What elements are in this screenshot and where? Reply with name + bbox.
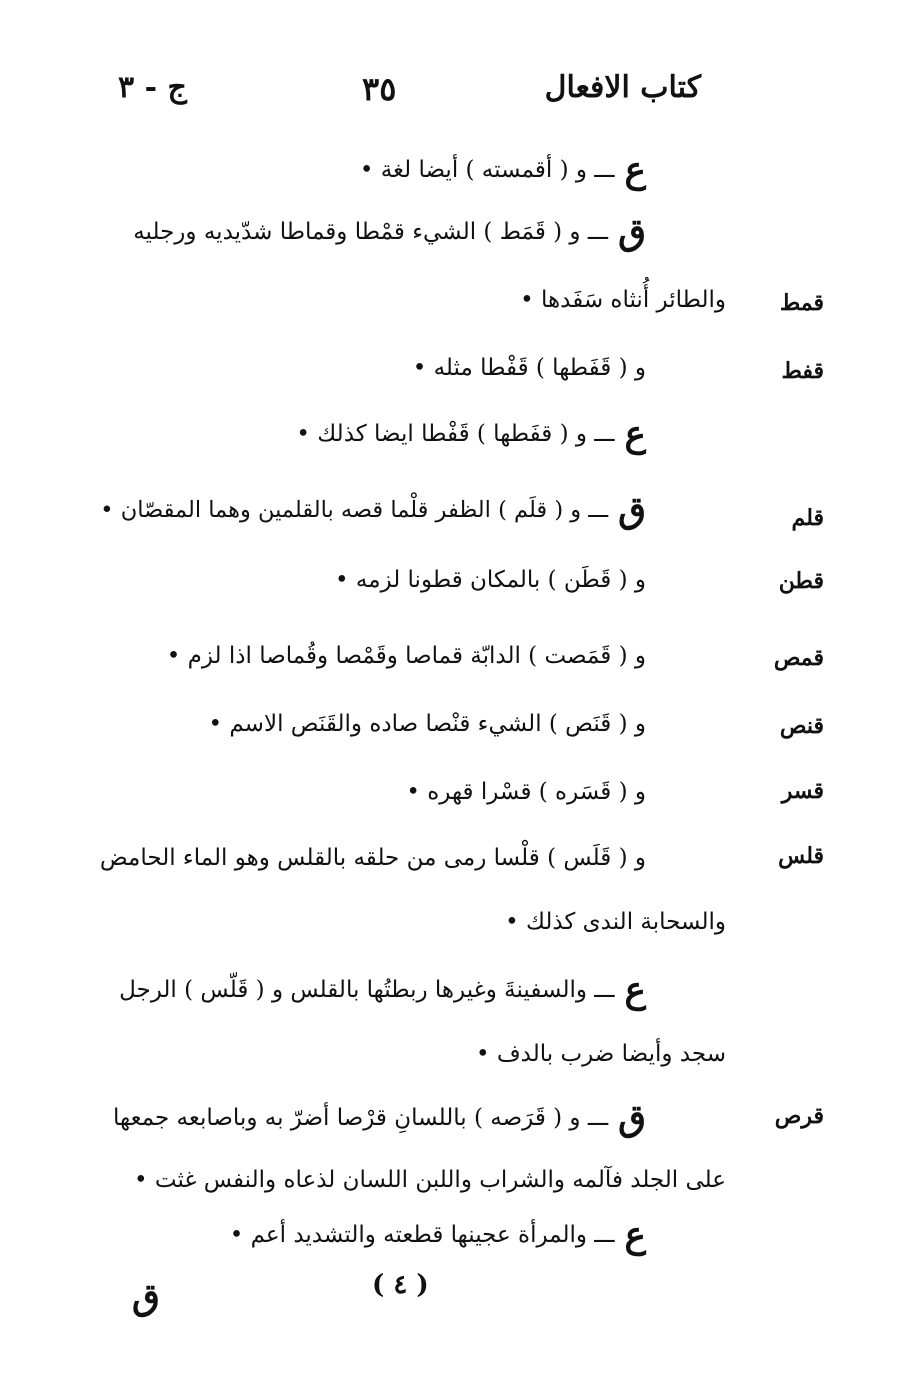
signature-mark: ق <box>132 1276 160 1318</box>
text-line <box>413 348 646 388</box>
text-line <box>133 212 646 252</box>
entry-text: والسحابة الندى كذلك • <box>505 908 726 935</box>
form-marker: ع <box>624 413 646 455</box>
entry-text: و ( قَنَص ) الشيء قنْصا صاده والقَنَص الاسم • <box>208 710 646 737</box>
form-marker: ق <box>618 211 646 253</box>
text-line <box>100 490 646 530</box>
entry-text: و ( قَفَطها ) قَفْطا مثله • <box>412 354 646 381</box>
root-word: قطن <box>778 568 824 594</box>
text-line <box>209 704 647 744</box>
entry-text: ـــ و ( قفَطها ) قَفْطا ايضا كذلك • <box>296 420 615 447</box>
entry-text: على الجلد فآلمه والشراب واللبن اللسان لذعاه والنفس غثت • <box>133 1166 726 1193</box>
entry-text: ـــ والسفينةَ وغيرها ربطتُها بالقلس و ( قَلّس ) الرجل <box>119 976 615 1003</box>
volume-label: ج - ٣ <box>118 70 187 105</box>
text-line <box>335 560 646 600</box>
form-marker: ع <box>624 969 646 1011</box>
root-word: قمص <box>773 645 824 671</box>
text-line <box>476 1034 726 1074</box>
text-line <box>520 280 726 320</box>
running-title: كتاب الافعال <box>544 70 701 105</box>
text-line <box>119 970 646 1010</box>
text-line <box>406 772 646 812</box>
entry-text: و ( قَطَن ) بالمكان قطونا لزمه • <box>335 566 646 593</box>
form-marker: ع <box>624 1214 646 1256</box>
entry-text: ـــ و ( قَرَصه ) باللسانِ قرْصا أضرّ به وباصابعه جمعها <box>113 1104 609 1131</box>
form-marker: ع <box>624 149 646 191</box>
entry-text: و ( قَلَس ) قلْسا رمى من حلقه بالقلس وهو الماء الحامض <box>99 844 646 871</box>
text-line <box>296 414 646 454</box>
text-line <box>505 902 726 942</box>
text-line <box>100 838 646 878</box>
sheet-number: ( ٤ ) <box>372 1270 429 1300</box>
root-word: قلم <box>791 505 824 531</box>
root-word: قرص <box>774 1103 824 1129</box>
entry-text: و ( قَمَصت ) الدابّة قماصا وقَمْصا وقُماصا اذا لزم • <box>166 642 646 669</box>
text-line <box>360 150 646 190</box>
form-marker: ق <box>618 489 646 531</box>
root-word: قمط <box>779 290 824 316</box>
root-word: قفط <box>781 358 824 384</box>
root-word: قسر <box>781 778 824 804</box>
entry-text: سجد وأيضا ضرب بالدف • <box>475 1040 726 1067</box>
text-line <box>230 1215 646 1255</box>
root-word: قلس <box>778 843 824 869</box>
entry-text: والطائر أُنثاه سَفَدها • <box>520 286 726 313</box>
form-marker: ق <box>618 1097 646 1139</box>
text-line <box>134 1160 726 1200</box>
text-line <box>113 1098 646 1138</box>
entry-text: ـــ و ( قلَم ) الظفر قلْما قصه بالقلمين وهما المقصّان • <box>100 496 609 523</box>
entry-text: ـــ و ( أقمسته ) أيضا لغة • <box>359 156 615 183</box>
root-word: قنص <box>779 713 824 739</box>
text-line <box>167 636 646 676</box>
entry-text: و ( قَسَره ) قسْرا قهره • <box>406 778 646 805</box>
entry-text: ـــ و ( قَمَط ) الشيء قمْطا وقماطا شدّيديه ورجليه <box>133 218 609 245</box>
entry-text: ـــ والمرأة عجينها قطعته والتشديد أعم • <box>229 1221 615 1248</box>
page-number: ٣٥ <box>362 70 397 108</box>
